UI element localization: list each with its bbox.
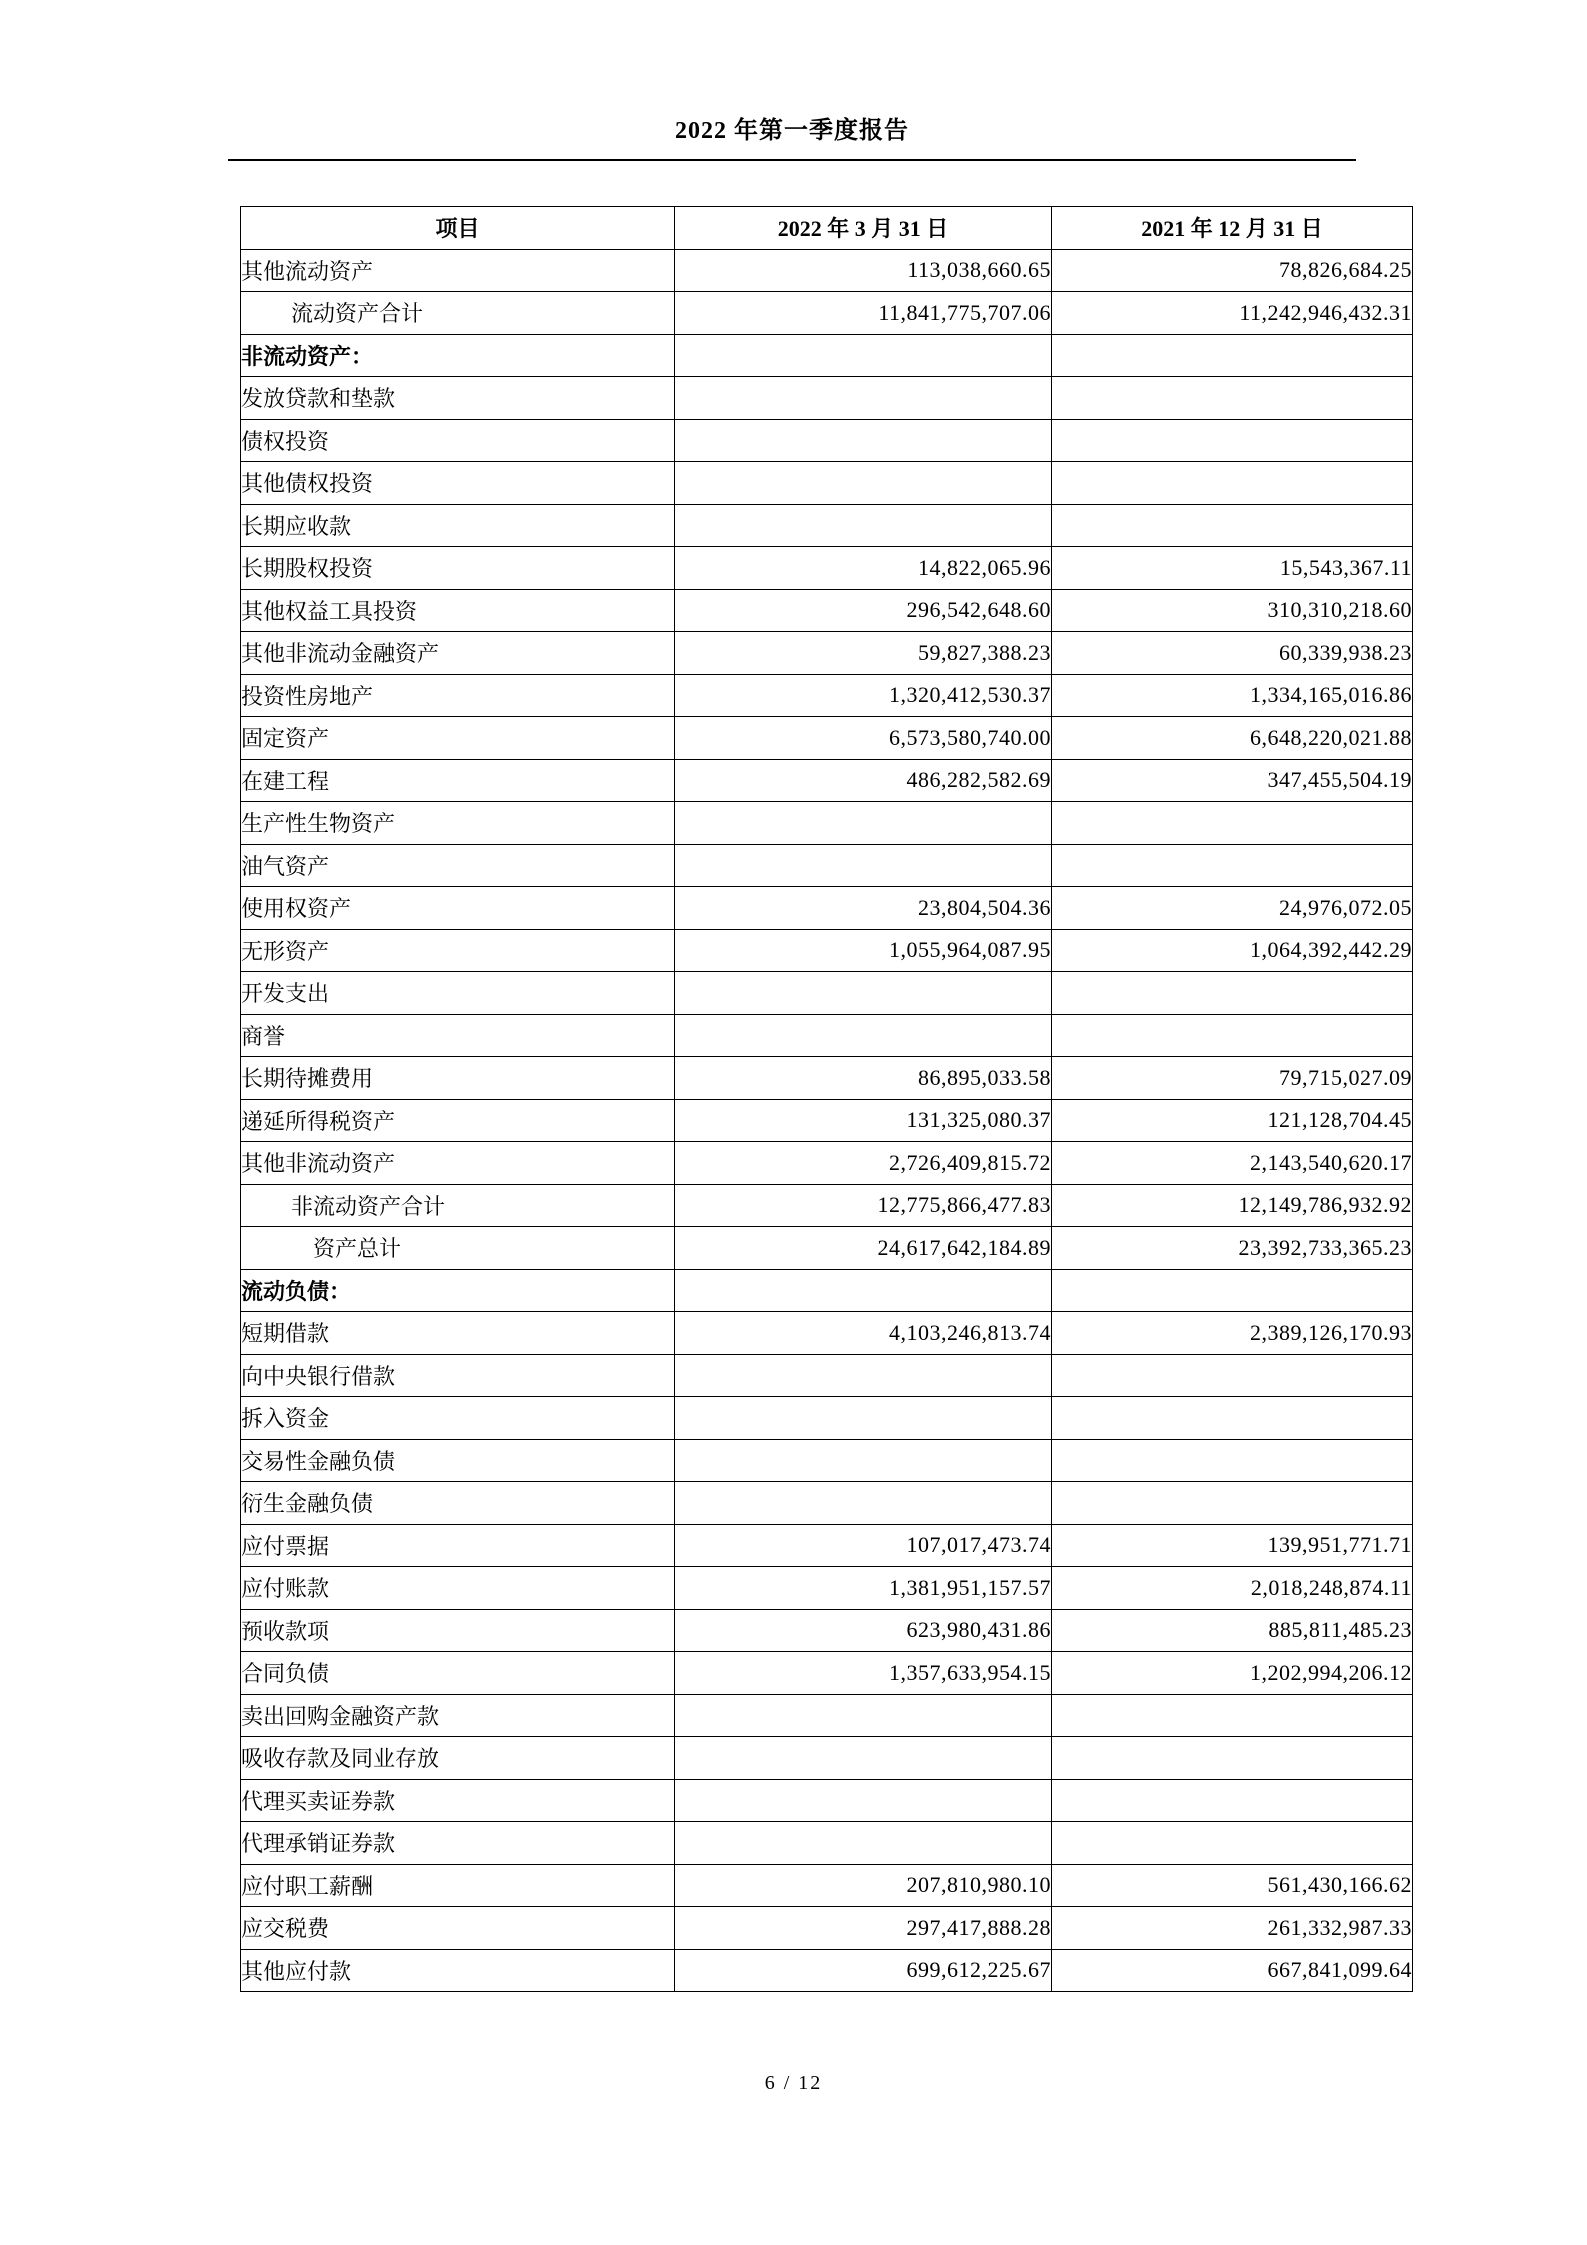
- report-title: 2022 年第一季度报告: [675, 118, 909, 144]
- row-item-label: 生产性生物资产: [241, 802, 675, 845]
- table-row: [241, 1482, 1413, 1525]
- value-2021-12-31: [1052, 1439, 1413, 1482]
- value-2021-12-31: [1052, 1354, 1413, 1397]
- value-2021-12-31: 15,543,367.11: [1052, 547, 1413, 590]
- table-row: [241, 504, 1413, 547]
- table-row: [241, 1652, 1413, 1695]
- table-row: [241, 462, 1413, 505]
- table-row: [241, 1227, 1413, 1270]
- value-2022-03-31: 113,038,660.65: [675, 249, 1052, 292]
- row-item-label: 其他流动资产: [241, 249, 675, 292]
- value-2021-12-31: [1052, 1482, 1413, 1525]
- value-2021-12-31: 1,202,994,206.12: [1052, 1652, 1413, 1695]
- value-2021-12-31: [1052, 1397, 1413, 1440]
- value-2022-03-31: 1,381,951,157.57: [675, 1567, 1052, 1610]
- value-2022-03-31: [675, 1737, 1052, 1780]
- value-2021-12-31: 2,389,126,170.93: [1052, 1312, 1413, 1355]
- value-2021-12-31: 139,951,771.71: [1052, 1524, 1413, 1567]
- value-2022-03-31: 6,573,580,740.00: [675, 717, 1052, 760]
- value-2021-12-31: [1052, 377, 1413, 420]
- value-2022-03-31: [675, 1014, 1052, 1057]
- table-row: [241, 1014, 1413, 1057]
- table-row: [241, 1057, 1413, 1100]
- value-2022-03-31: [675, 1694, 1052, 1737]
- row-item-label: 非流动资产合计: [241, 1184, 675, 1227]
- row-item-label: 商誉: [241, 1014, 675, 1057]
- row-item-label: 长期应收款: [241, 504, 675, 547]
- value-2021-12-31: 23,392,733,365.23: [1052, 1227, 1413, 1270]
- table-row: [241, 1312, 1413, 1355]
- page-number: 6 / 12: [764, 2072, 823, 2094]
- row-item-label: 其他应付款: [241, 1949, 675, 1992]
- table-row: [241, 377, 1413, 420]
- table-row: [241, 1737, 1413, 1780]
- table-row: [241, 1099, 1413, 1142]
- value-2022-03-31: 86,895,033.58: [675, 1057, 1052, 1100]
- value-2021-12-31: [1052, 972, 1413, 1015]
- value-2022-03-31: 107,017,473.74: [675, 1524, 1052, 1567]
- value-2022-03-31: 12,775,866,477.83: [675, 1184, 1052, 1227]
- table-row: [241, 717, 1413, 760]
- row-item-label: 开发支出: [241, 972, 675, 1015]
- table-row: [241, 1439, 1413, 1482]
- value-2022-03-31: 4,103,246,813.74: [675, 1312, 1052, 1355]
- column-header-2022-03-31: 2022 年 3 月 31 日: [675, 207, 1052, 250]
- value-2022-03-31: 131,325,080.37: [675, 1099, 1052, 1142]
- value-2021-12-31: [1052, 334, 1413, 377]
- value-2022-03-31: 11,841,775,707.06: [675, 292, 1052, 335]
- table-row: [241, 674, 1413, 717]
- value-2021-12-31: [1052, 1014, 1413, 1057]
- value-2022-03-31: [675, 1439, 1052, 1482]
- row-item-label: 其他债权投资: [241, 462, 675, 505]
- row-item-label: 非流动资产：: [241, 334, 675, 377]
- row-item-label: 其他权益工具投资: [241, 589, 675, 632]
- row-item-label: 长期股权投资: [241, 547, 675, 590]
- value-2021-12-31: 261,332,987.33: [1052, 1907, 1413, 1950]
- value-2022-03-31: [675, 504, 1052, 547]
- row-item-label: 债权投资: [241, 419, 675, 462]
- column-header-2021-12-31: 2021 年 12 月 31 日: [1052, 207, 1413, 250]
- value-2021-12-31: 1,334,165,016.86: [1052, 674, 1413, 717]
- table-row: [241, 1524, 1413, 1567]
- value-2022-03-31: [675, 1269, 1052, 1312]
- value-2022-03-31: [675, 377, 1052, 420]
- page-footer: [0, 2072, 1587, 2095]
- value-2021-12-31: [1052, 1694, 1413, 1737]
- table-row: [241, 292, 1413, 335]
- table-row: [241, 887, 1413, 930]
- value-2021-12-31: [1052, 844, 1413, 887]
- value-2022-03-31: 297,417,888.28: [675, 1907, 1052, 1950]
- row-item-label: 固定资产: [241, 717, 675, 760]
- value-2021-12-31: 121,128,704.45: [1052, 1099, 1413, 1142]
- document-header: [228, 110, 1356, 161]
- table-row: [241, 759, 1413, 802]
- value-2021-12-31: 347,455,504.19: [1052, 759, 1413, 802]
- value-2021-12-31: 24,976,072.05: [1052, 887, 1413, 930]
- row-item-label: 向中央银行借款: [241, 1354, 675, 1397]
- balance-sheet-table: [240, 206, 1413, 1992]
- value-2021-12-31: 60,339,938.23: [1052, 632, 1413, 675]
- table-row: [241, 1354, 1413, 1397]
- value-2021-12-31: [1052, 462, 1413, 505]
- value-2022-03-31: 699,612,225.67: [675, 1949, 1052, 1992]
- value-2021-12-31: 11,242,946,432.31: [1052, 292, 1413, 335]
- value-2021-12-31: 1,064,392,442.29: [1052, 929, 1413, 972]
- row-item-label: 应交税费: [241, 1907, 675, 1950]
- row-item-label: 使用权资产: [241, 887, 675, 930]
- row-item-label: 其他非流动资产: [241, 1142, 675, 1185]
- value-2022-03-31: [675, 1822, 1052, 1865]
- row-item-label: 在建工程: [241, 759, 675, 802]
- table-header-row: [241, 207, 1413, 250]
- row-item-label: 代理买卖证券款: [241, 1779, 675, 1822]
- value-2022-03-31: 23,804,504.36: [675, 887, 1052, 930]
- value-2022-03-31: 59,827,388.23: [675, 632, 1052, 675]
- value-2021-12-31: 561,430,166.62: [1052, 1864, 1413, 1907]
- row-item-label: 代理承销证券款: [241, 1822, 675, 1865]
- table-row: [241, 419, 1413, 462]
- value-2021-12-31: 6,648,220,021.88: [1052, 717, 1413, 760]
- row-item-label: 吸收存款及同业存放: [241, 1737, 675, 1780]
- table-row: [241, 1567, 1413, 1610]
- value-2022-03-31: 207,810,980.10: [675, 1864, 1052, 1907]
- value-2022-03-31: [675, 844, 1052, 887]
- table-row: [241, 1184, 1413, 1227]
- value-2022-03-31: 1,055,964,087.95: [675, 929, 1052, 972]
- value-2021-12-31: [1052, 802, 1413, 845]
- table-row: [241, 632, 1413, 675]
- row-item-label: 发放贷款和垫款: [241, 377, 675, 420]
- value-2022-03-31: [675, 334, 1052, 377]
- value-2021-12-31: 79,715,027.09: [1052, 1057, 1413, 1100]
- table-body: [241, 249, 1413, 1992]
- value-2021-12-31: 12,149,786,932.92: [1052, 1184, 1413, 1227]
- row-item-label: 应付职工薪酬: [241, 1864, 675, 1907]
- value-2022-03-31: 486,282,582.69: [675, 759, 1052, 802]
- table-row: [241, 972, 1413, 1015]
- row-item-label: 长期待摊费用: [241, 1057, 675, 1100]
- table-row: [241, 1822, 1413, 1865]
- row-item-label: 油气资产: [241, 844, 675, 887]
- table-row: [241, 589, 1413, 632]
- row-item-label: 无形资产: [241, 929, 675, 972]
- row-item-label: 拆入资金: [241, 1397, 675, 1440]
- table-row: [241, 249, 1413, 292]
- row-item-label: 流动资产合计: [241, 292, 675, 335]
- row-item-label: 投资性房地产: [241, 674, 675, 717]
- value-2022-03-31: [675, 419, 1052, 462]
- value-2021-12-31: [1052, 1737, 1413, 1780]
- row-item-label: 短期借款: [241, 1312, 675, 1355]
- row-item-label: 预收款项: [241, 1609, 675, 1652]
- value-2022-03-31: 1,320,412,530.37: [675, 674, 1052, 717]
- value-2022-03-31: [675, 462, 1052, 505]
- table-row: [241, 1907, 1413, 1950]
- table-row: [241, 547, 1413, 590]
- value-2021-12-31: [1052, 419, 1413, 462]
- table-row: [241, 1779, 1413, 1822]
- table-row: [241, 1694, 1413, 1737]
- column-header-item: 项目: [241, 207, 675, 250]
- table-row: [241, 844, 1413, 887]
- value-2022-03-31: [675, 802, 1052, 845]
- row-item-label: 应付账款: [241, 1567, 675, 1610]
- value-2022-03-31: [675, 1779, 1052, 1822]
- table-row: [241, 1949, 1413, 1992]
- value-2022-03-31: [675, 1482, 1052, 1525]
- table-row: [241, 929, 1413, 972]
- value-2022-03-31: 2,726,409,815.72: [675, 1142, 1052, 1185]
- row-item-label: 流动负债：: [241, 1269, 675, 1312]
- table-row: [241, 1142, 1413, 1185]
- row-item-label: 交易性金融负债: [241, 1439, 675, 1482]
- table-row: [241, 1397, 1413, 1440]
- value-2021-12-31: 2,143,540,620.17: [1052, 1142, 1413, 1185]
- value-2021-12-31: [1052, 1269, 1413, 1312]
- value-2022-03-31: 1,357,633,954.15: [675, 1652, 1052, 1695]
- table-row: [241, 1609, 1413, 1652]
- value-2022-03-31: [675, 1397, 1052, 1440]
- value-2021-12-31: 2,018,248,874.11: [1052, 1567, 1413, 1610]
- table-row: [241, 1864, 1413, 1907]
- value-2022-03-31: 24,617,642,184.89: [675, 1227, 1052, 1270]
- row-item-label: 卖出回购金融资产款: [241, 1694, 675, 1737]
- value-2022-03-31: 296,542,648.60: [675, 589, 1052, 632]
- value-2022-03-31: 14,822,065.96: [675, 547, 1052, 590]
- value-2021-12-31: 667,841,099.64: [1052, 1949, 1413, 1992]
- value-2021-12-31: [1052, 504, 1413, 547]
- table-row: [241, 802, 1413, 845]
- value-2021-12-31: [1052, 1822, 1413, 1865]
- row-item-label: 其他非流动金融资产: [241, 632, 675, 675]
- value-2021-12-31: 310,310,218.60: [1052, 589, 1413, 632]
- row-item-label: 衍生金融负债: [241, 1482, 675, 1525]
- row-item-label: 递延所得税资产: [241, 1099, 675, 1142]
- value-2021-12-31: 78,826,684.25: [1052, 249, 1413, 292]
- value-2021-12-31: 885,811,485.23: [1052, 1609, 1413, 1652]
- row-item-label: 应付票据: [241, 1524, 675, 1567]
- value-2021-12-31: [1052, 1779, 1413, 1822]
- value-2022-03-31: [675, 972, 1052, 1015]
- row-item-label: 合同负债: [241, 1652, 675, 1695]
- value-2022-03-31: [675, 1354, 1052, 1397]
- row-item-label: 资产总计: [241, 1227, 675, 1270]
- table-row: [241, 1269, 1413, 1312]
- value-2022-03-31: 623,980,431.86: [675, 1609, 1052, 1652]
- table-row: [241, 334, 1413, 377]
